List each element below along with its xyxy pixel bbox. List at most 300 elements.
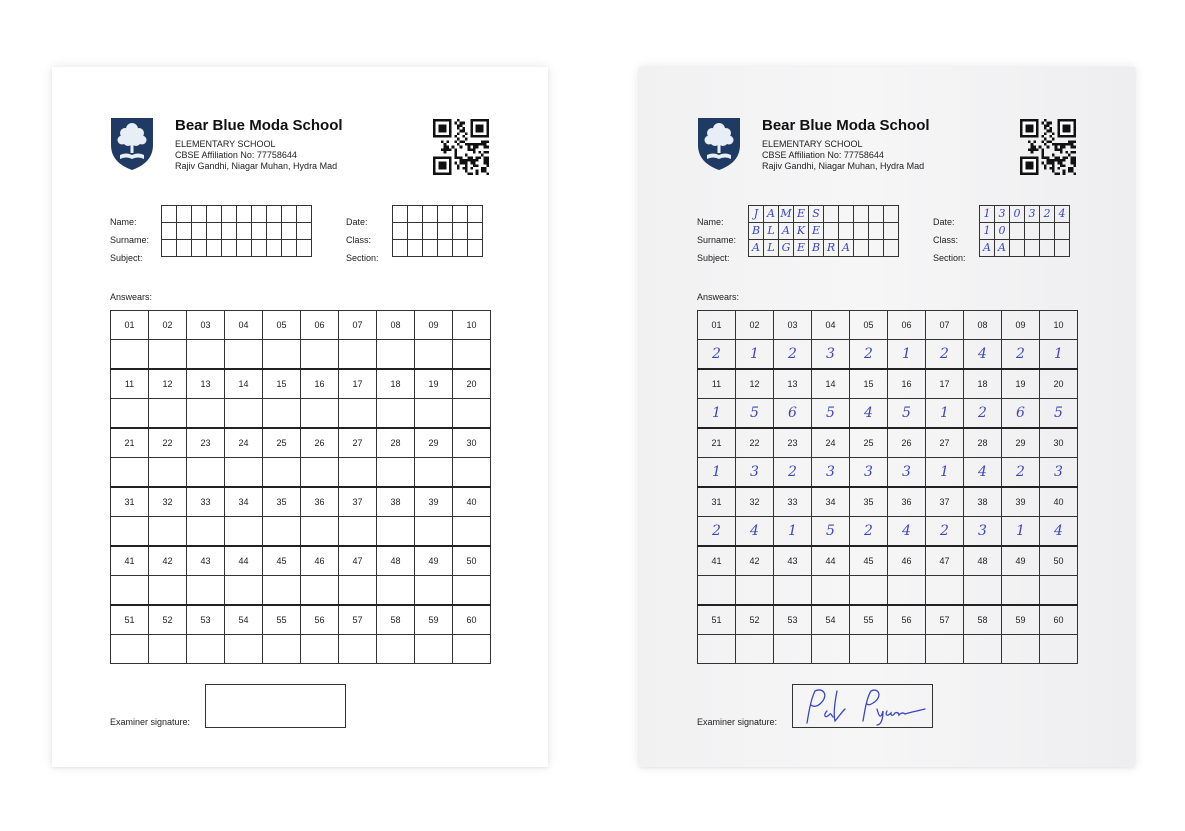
answer-box[interactable] [187, 517, 225, 547]
answer-box[interactable] [812, 576, 850, 606]
answer-box[interactable] [301, 635, 339, 664]
answer-box[interactable]: 1 [1002, 517, 1040, 547]
question-number: 18 [964, 369, 1002, 399]
answer-box[interactable]: 1 [1040, 340, 1078, 370]
question-number: 09 [415, 311, 453, 340]
letter-box[interactable]: A [779, 223, 794, 240]
question-number: 45 [850, 546, 888, 576]
answer-box[interactable] [377, 340, 415, 370]
answer-box[interactable] [301, 458, 339, 488]
surname-label: Surname: [697, 235, 737, 245]
answer-box[interactable]: 1 [926, 399, 964, 429]
answer-box[interactable] [339, 399, 377, 429]
letter-box[interactable] [177, 240, 192, 257]
filled-answer-sheet [639, 67, 1135, 767]
answer-box[interactable] [736, 576, 774, 606]
answer-box[interactable] [415, 458, 453, 488]
answer-box[interactable]: 5 [888, 399, 926, 429]
answer-box[interactable] [339, 517, 377, 547]
letter-box[interactable] [438, 223, 453, 240]
question-number: 11 [111, 369, 149, 399]
letter-box[interactable] [438, 206, 453, 223]
date-class-grid [392, 205, 483, 257]
letter-box[interactable] [423, 240, 438, 257]
answer-box[interactable]: 5 [812, 517, 850, 547]
letter-box[interactable]: M [779, 206, 794, 223]
answer-box[interactable]: 4 [964, 340, 1002, 370]
letter-box[interactable] [423, 206, 438, 223]
question-number: 49 [1002, 546, 1040, 576]
question-number: 29 [1002, 428, 1040, 458]
question-number: 16 [888, 369, 926, 399]
question-number: 37 [339, 487, 377, 517]
question-number: 46 [301, 546, 339, 576]
qr-code-icon [433, 119, 489, 175]
answer-box[interactable] [225, 576, 263, 606]
examiner-signature-label: Examiner signature: [110, 717, 191, 727]
handwritten-signature [793, 685, 932, 727]
answer-box[interactable]: 1 [698, 458, 736, 488]
name-label: Name: [110, 217, 137, 227]
letter-box[interactable]: 3 [995, 206, 1010, 223]
answer-box[interactable] [1040, 635, 1078, 664]
question-number: 60 [453, 605, 491, 635]
question-number: 38 [964, 487, 1002, 517]
examiner-signature-label: Examiner signature: [697, 717, 778, 727]
answer-box[interactable] [225, 458, 263, 488]
answer-box[interactable] [377, 458, 415, 488]
question-number: 43 [187, 546, 225, 576]
letter-box[interactable] [162, 240, 177, 257]
question-number: 13 [774, 369, 812, 399]
examiner-signature-box[interactable] [205, 684, 346, 728]
answer-box[interactable] [111, 458, 149, 488]
letter-box[interactable] [222, 223, 237, 240]
question-number: 23 [774, 428, 812, 458]
letter-box[interactable] [207, 223, 222, 240]
letter-box[interactable]: E [809, 223, 824, 240]
answer-box[interactable]: 5 [1040, 399, 1078, 429]
letter-box[interactable] [192, 240, 207, 257]
answer-box[interactable]: 2 [850, 517, 888, 547]
answer-box[interactable] [377, 517, 415, 547]
question-number: 16 [301, 369, 339, 399]
answer-box[interactable] [415, 576, 453, 606]
question-number: 32 [149, 487, 187, 517]
letter-box[interactable] [839, 206, 854, 223]
letter-box[interactable]: A [839, 240, 854, 257]
answer-box[interactable] [415, 635, 453, 664]
question-number: 24 [812, 428, 850, 458]
question-number: 40 [453, 487, 491, 517]
answer-box[interactable] [149, 576, 187, 606]
answer-box[interactable] [111, 635, 149, 664]
answer-box[interactable] [225, 399, 263, 429]
letter-box[interactable] [408, 206, 423, 223]
section-label: Section: [933, 253, 966, 263]
answer-box[interactable] [149, 340, 187, 370]
answer-box[interactable] [698, 576, 736, 606]
letter-box[interactable]: A [764, 206, 779, 223]
letter-box[interactable] [468, 206, 483, 223]
answer-box[interactable] [263, 576, 301, 606]
answer-box[interactable]: 2 [774, 340, 812, 370]
answer-box[interactable] [225, 635, 263, 664]
answer-box[interactable] [453, 576, 491, 606]
question-number: 31 [698, 487, 736, 517]
letter-box[interactable] [854, 223, 869, 240]
date-label: Date: [933, 217, 955, 227]
letter-box[interactable]: 0 [1010, 206, 1025, 223]
answer-box[interactable]: 6 [774, 399, 812, 429]
answer-box[interactable] [453, 340, 491, 370]
letter-box[interactable] [237, 206, 252, 223]
answer-box[interactable] [339, 340, 377, 370]
answer-box[interactable]: 2 [850, 340, 888, 370]
letter-box[interactable] [453, 240, 468, 257]
letter-box[interactable] [282, 206, 297, 223]
answer-box[interactable]: 2 [964, 399, 1002, 429]
question-number: 20 [1040, 369, 1078, 399]
letter-box[interactable] [453, 223, 468, 240]
answer-box[interactable] [339, 458, 377, 488]
question-number: 52 [736, 605, 774, 635]
question-number: 14 [225, 369, 263, 399]
answer-box[interactable]: 2 [926, 517, 964, 547]
answer-box[interactable] [263, 458, 301, 488]
answer-box[interactable]: 1 [698, 399, 736, 429]
answer-box[interactable] [111, 517, 149, 547]
answer-box[interactable] [453, 635, 491, 664]
letter-box[interactable] [1010, 240, 1025, 257]
answer-box[interactable] [850, 576, 888, 606]
question-number: 48 [377, 546, 415, 576]
answer-box[interactable] [736, 635, 774, 664]
answer-box[interactable] [926, 635, 964, 664]
answer-box[interactable] [698, 635, 736, 664]
question-number: 52 [149, 605, 187, 635]
question-number: 39 [1002, 487, 1040, 517]
student-name-grid [161, 205, 312, 257]
answer-box[interactable] [301, 399, 339, 429]
answer-box[interactable]: 1 [736, 340, 774, 370]
answers-label: Answears: [110, 292, 153, 302]
question-number: 54 [812, 605, 850, 635]
letter-box[interactable] [222, 206, 237, 223]
question-number: 53 [187, 605, 225, 635]
answer-box[interactable]: 3 [964, 517, 1002, 547]
letter-box[interactable] [1055, 223, 1070, 240]
letter-box[interactable]: J [749, 206, 764, 223]
letter-box[interactable] [1025, 240, 1040, 257]
letter-box[interactable]: E [794, 240, 809, 257]
letter-box[interactable]: 1 [980, 206, 995, 223]
answer-box[interactable] [339, 635, 377, 664]
answer-box[interactable]: 4 [964, 458, 1002, 488]
question-number: 50 [1040, 546, 1078, 576]
answer-box[interactable] [301, 576, 339, 606]
letter-box[interactable] [267, 223, 282, 240]
letter-box[interactable] [267, 206, 282, 223]
answer-box[interactable]: 5 [812, 399, 850, 429]
answer-box[interactable]: 4 [736, 517, 774, 547]
answer-box[interactable] [453, 517, 491, 547]
question-number: 30 [453, 428, 491, 458]
question-number: 60 [1040, 605, 1078, 635]
letter-box[interactable] [408, 240, 423, 257]
answer-box[interactable]: 2 [698, 340, 736, 370]
letter-box[interactable]: 2 [1040, 206, 1055, 223]
question-number: 07 [926, 311, 964, 340]
letter-box[interactable] [192, 206, 207, 223]
answer-box[interactable] [1040, 576, 1078, 606]
school-type: ELEMENTARY SCHOOL [175, 139, 276, 149]
letter-box[interactable] [297, 223, 312, 240]
answer-box[interactable]: 2 [698, 517, 736, 547]
letter-box[interactable] [237, 240, 252, 257]
answer-box[interactable]: 1 [774, 517, 812, 547]
letter-box[interactable] [177, 223, 192, 240]
student-name-grid [748, 205, 899, 257]
letter-box[interactable] [207, 240, 222, 257]
letter-box[interactable]: S [809, 206, 824, 223]
answer-box[interactable] [111, 576, 149, 606]
section-label: Section: [346, 253, 379, 263]
question-number: 17 [926, 369, 964, 399]
letter-box[interactable] [884, 223, 899, 240]
name-label: Name: [697, 217, 724, 227]
answer-box[interactable]: 1 [888, 340, 926, 370]
letter-box[interactable] [252, 223, 267, 240]
letter-box[interactable]: 4 [1055, 206, 1070, 223]
answer-box[interactable] [415, 340, 453, 370]
answer-box[interactable]: 2 [926, 340, 964, 370]
question-number: 05 [850, 311, 888, 340]
answer-box[interactable] [111, 340, 149, 370]
question-number: 04 [225, 311, 263, 340]
letter-box[interactable] [824, 206, 839, 223]
question-number: 15 [263, 369, 301, 399]
answer-box[interactable] [187, 340, 225, 370]
question-number: 01 [698, 311, 736, 340]
answer-box[interactable] [187, 399, 225, 429]
letter-box[interactable] [1055, 240, 1070, 257]
question-number: 32 [736, 487, 774, 517]
question-number: 22 [736, 428, 774, 458]
question-number: 55 [850, 605, 888, 635]
question-number: 28 [964, 428, 1002, 458]
answer-box[interactable] [453, 458, 491, 488]
letter-box[interactable]: L [764, 240, 779, 257]
letter-box[interactable] [252, 206, 267, 223]
letter-box[interactable]: 1 [980, 223, 995, 240]
letter-box[interactable] [869, 240, 884, 257]
question-number: 28 [377, 428, 415, 458]
answer-box[interactable] [149, 517, 187, 547]
answer-box[interactable] [149, 635, 187, 664]
answer-box[interactable]: 3 [736, 458, 774, 488]
question-number: 44 [812, 546, 850, 576]
answer-box[interactable] [301, 517, 339, 547]
letter-box[interactable] [192, 223, 207, 240]
letter-box[interactable] [423, 223, 438, 240]
answer-box[interactable] [964, 576, 1002, 606]
answer-box[interactable] [812, 635, 850, 664]
letter-box[interactable] [393, 206, 408, 223]
letter-box[interactable]: K [794, 223, 809, 240]
letter-box[interactable]: R [824, 240, 839, 257]
question-number: 15 [850, 369, 888, 399]
answer-box[interactable]: 4 [1040, 517, 1078, 547]
letter-box[interactable] [222, 240, 237, 257]
letter-box[interactable] [453, 206, 468, 223]
letter-box[interactable]: A [995, 240, 1010, 257]
answer-box[interactable] [149, 399, 187, 429]
letter-box[interactable] [1010, 223, 1025, 240]
answer-box[interactable] [774, 576, 812, 606]
letter-box[interactable] [282, 240, 297, 257]
letter-box[interactable]: 3 [1025, 206, 1040, 223]
letter-box[interactable]: B [809, 240, 824, 257]
answer-box[interactable] [415, 399, 453, 429]
answer-box[interactable]: 4 [888, 517, 926, 547]
answer-box[interactable]: 6 [1002, 399, 1040, 429]
letter-box[interactable] [252, 240, 267, 257]
letter-box[interactable] [884, 206, 899, 223]
answer-box[interactable]: 2 [1002, 340, 1040, 370]
question-number: 20 [453, 369, 491, 399]
answer-box[interactable] [774, 635, 812, 664]
letter-box[interactable] [162, 206, 177, 223]
answer-box[interactable] [187, 635, 225, 664]
letter-box[interactable] [854, 240, 869, 257]
question-number: 36 [888, 487, 926, 517]
answer-box[interactable] [187, 576, 225, 606]
answer-box[interactable]: 5 [736, 399, 774, 429]
answer-box[interactable] [415, 517, 453, 547]
question-number: 02 [149, 311, 187, 340]
letter-box[interactable] [468, 223, 483, 240]
letter-box[interactable] [1040, 240, 1055, 257]
question-number: 31 [111, 487, 149, 517]
question-number: 59 [1002, 605, 1040, 635]
answer-box[interactable]: 2 [774, 458, 812, 488]
letter-box[interactable] [1040, 223, 1055, 240]
letter-box[interactable] [468, 240, 483, 257]
answer-box[interactable] [926, 576, 964, 606]
question-number: 08 [377, 311, 415, 340]
letter-box[interactable] [162, 223, 177, 240]
answer-box[interactable]: 3 [850, 458, 888, 488]
answer-box[interactable]: 1 [926, 458, 964, 488]
question-number: 08 [964, 311, 1002, 340]
letter-box[interactable] [297, 240, 312, 257]
answer-box[interactable] [149, 458, 187, 488]
question-number: 30 [1040, 428, 1078, 458]
answer-box[interactable] [453, 399, 491, 429]
question-number: 23 [187, 428, 225, 458]
answer-box[interactable]: 3 [1040, 458, 1078, 488]
answer-box[interactable] [187, 458, 225, 488]
letter-box[interactable] [237, 223, 252, 240]
letter-box[interactable] [869, 223, 884, 240]
letter-box[interactable] [267, 240, 282, 257]
letter-box[interactable] [297, 206, 312, 223]
letter-box[interactable] [839, 223, 854, 240]
answer-box[interactable] [1002, 576, 1040, 606]
answer-box[interactable] [888, 635, 926, 664]
answer-box[interactable] [263, 399, 301, 429]
question-number: 55 [263, 605, 301, 635]
answer-box[interactable] [225, 517, 263, 547]
question-number: 57 [926, 605, 964, 635]
letter-box[interactable] [393, 223, 408, 240]
question-number: 12 [736, 369, 774, 399]
question-number: 49 [415, 546, 453, 576]
answer-box[interactable] [225, 340, 263, 370]
letter-box[interactable]: L [764, 223, 779, 240]
answer-box[interactable] [111, 399, 149, 429]
letter-box[interactable] [1025, 223, 1040, 240]
letter-box[interactable]: 0 [995, 223, 1010, 240]
question-number: 14 [812, 369, 850, 399]
answer-box[interactable] [377, 635, 415, 664]
letter-box[interactable]: A [749, 240, 764, 257]
answer-box[interactable]: 3 [888, 458, 926, 488]
letter-box[interactable]: A [980, 240, 995, 257]
question-number: 02 [736, 311, 774, 340]
answer-box[interactable] [263, 517, 301, 547]
question-number: 34 [225, 487, 263, 517]
answer-box[interactable] [263, 340, 301, 370]
answer-box[interactable] [263, 635, 301, 664]
letter-box[interactable] [438, 240, 453, 257]
letter-box[interactable]: B [749, 223, 764, 240]
answer-box[interactable] [888, 576, 926, 606]
letter-box[interactable] [393, 240, 408, 257]
answer-box[interactable] [850, 635, 888, 664]
letter-box[interactable] [207, 206, 222, 223]
answer-box[interactable]: 4 [850, 399, 888, 429]
answer-box[interactable] [301, 340, 339, 370]
letter-box[interactable]: E [794, 206, 809, 223]
question-number: 13 [187, 369, 225, 399]
letter-box[interactable] [854, 206, 869, 223]
letter-box[interactable] [869, 206, 884, 223]
answer-box[interactable]: 2 [1002, 458, 1040, 488]
examiner-signature-box[interactable] [792, 684, 933, 728]
answer-box[interactable]: 3 [812, 340, 850, 370]
answer-box[interactable] [339, 576, 377, 606]
question-number: 19 [1002, 369, 1040, 399]
answer-box[interactable] [377, 399, 415, 429]
question-number: 54 [225, 605, 263, 635]
school-affiliation: CBSE Affiliation No: 77758644 [175, 150, 297, 160]
letter-box[interactable] [884, 240, 899, 257]
answer-box[interactable] [1002, 635, 1040, 664]
answer-box[interactable] [964, 635, 1002, 664]
letter-box[interactable] [177, 206, 192, 223]
school-address: Rajiv Gandhi, Niagar Muhan, Hydra Mad [175, 161, 338, 171]
letter-box[interactable] [282, 223, 297, 240]
letter-box[interactable] [408, 223, 423, 240]
answer-box[interactable]: 3 [812, 458, 850, 488]
answer-box[interactable] [377, 576, 415, 606]
question-number: 06 [888, 311, 926, 340]
letter-box[interactable]: G [779, 240, 794, 257]
letter-box[interactable] [824, 223, 839, 240]
question-number: 18 [377, 369, 415, 399]
